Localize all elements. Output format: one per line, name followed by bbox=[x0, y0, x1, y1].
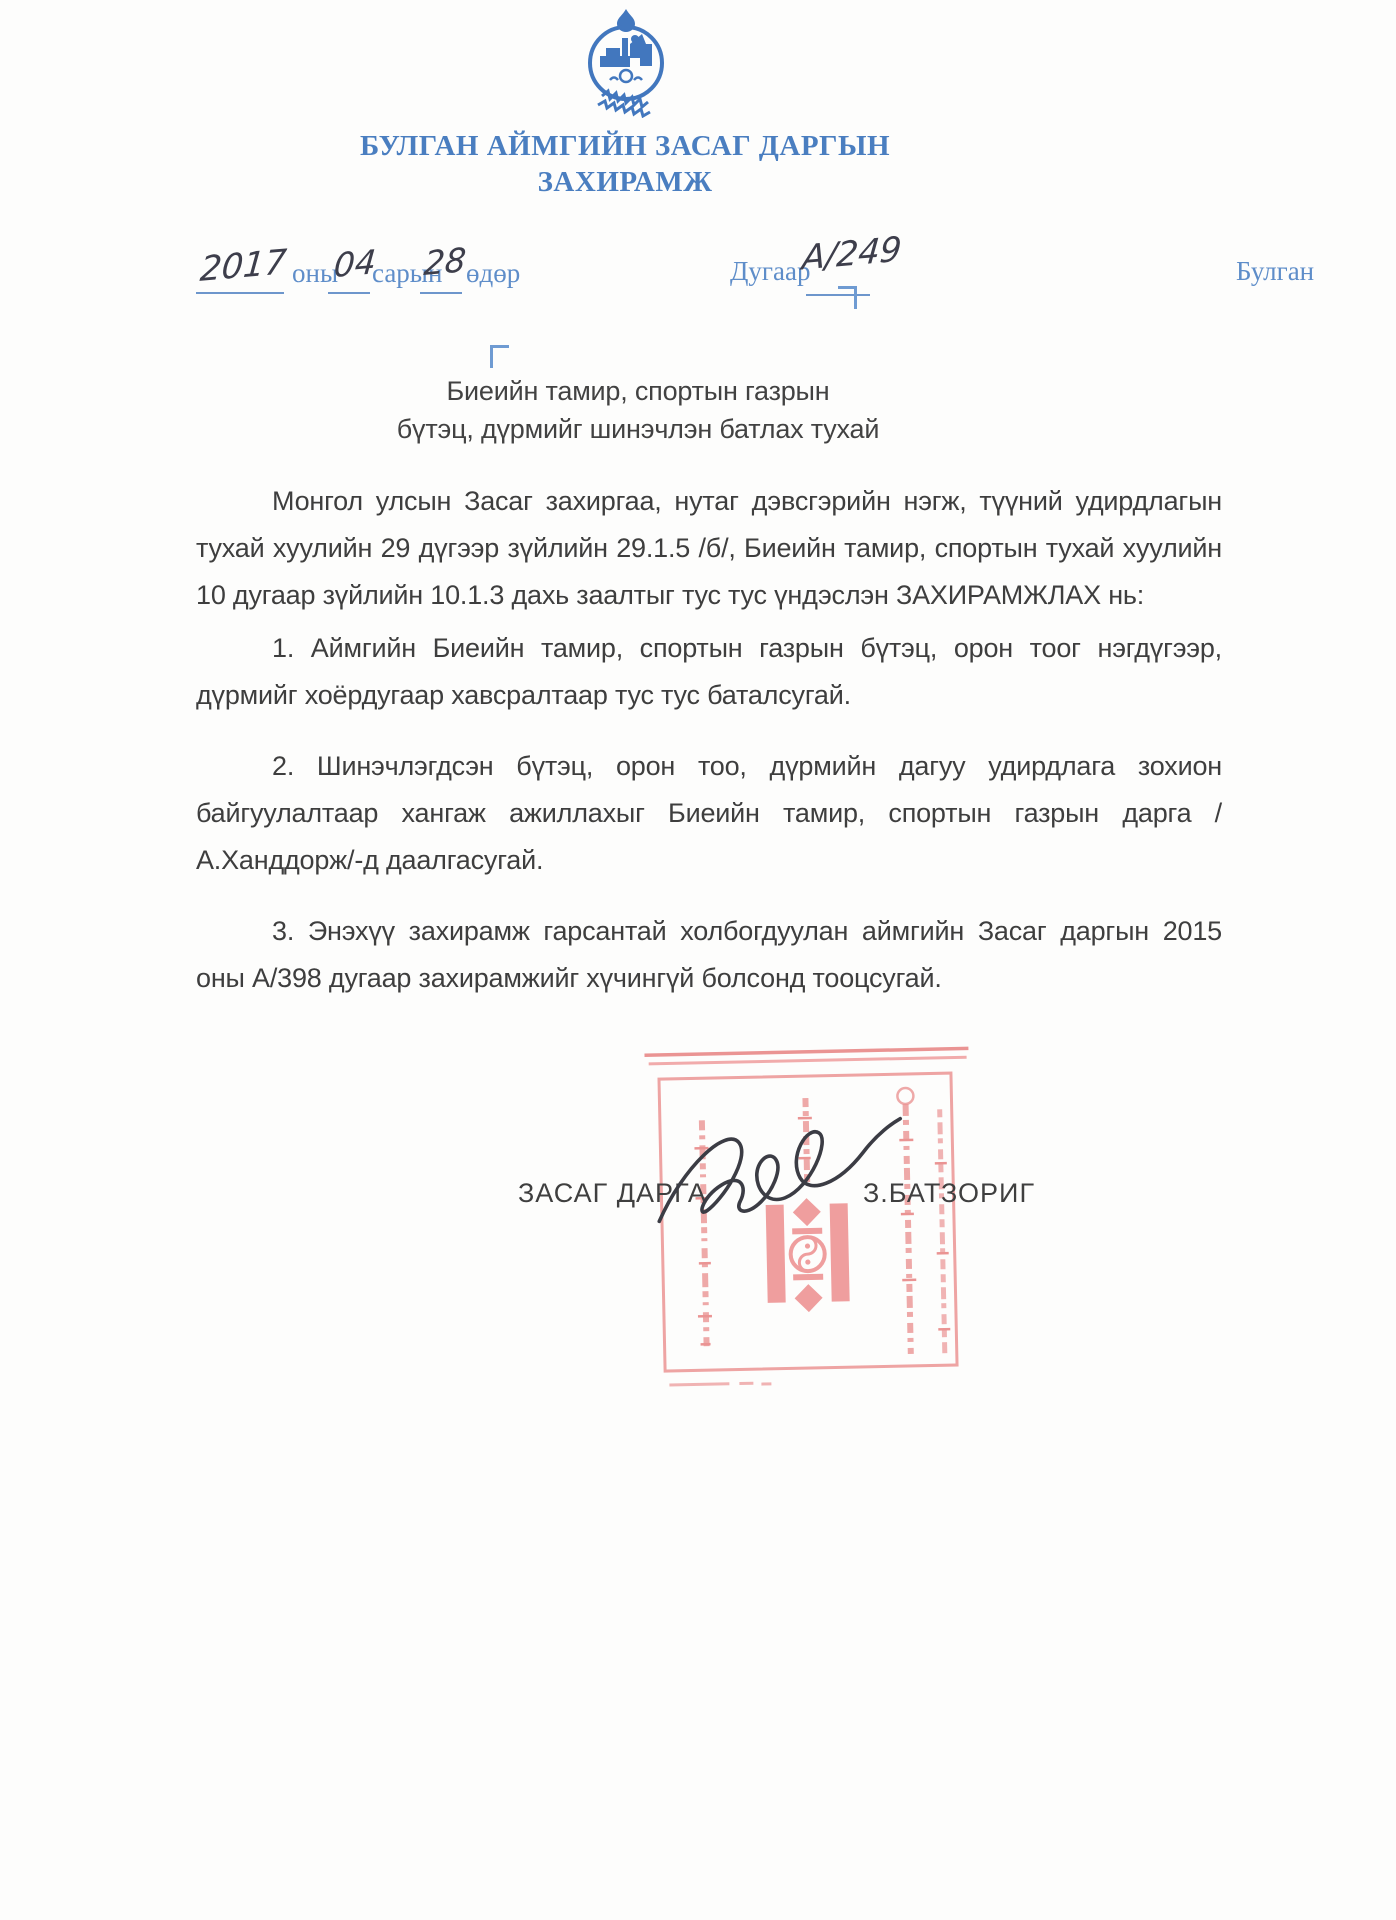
paragraph-preamble: Монгол улсын Засаг захиргаа, нутаг дэвсгэрийн нэгж, түүний удирдлагын тухай хуулийн 29 дүгээр зүйлийн 29.1.5 /б/, Биеийн тамир, спортын тухай хуулийн 10 дугаар зүйлийн 10.1.3 дахь заалтыг тус тус үндэслэн ЗАХИРАМЖЛАХ нь: bbox=[196, 486, 1222, 610]
org-title-line1: БУЛГАН АЙМГИЙН ЗАСАГ ДАРГЫН bbox=[359, 130, 891, 162]
signer-name: З.БАТЗОРИГ bbox=[863, 1178, 1036, 1208]
date-day-handwritten: 28 bbox=[422, 239, 468, 284]
signer-title: ЗАСАГ ДАРГА bbox=[518, 1178, 707, 1208]
decree-body bbox=[196, 478, 1222, 1002]
date-month-label: сарын bbox=[372, 258, 443, 288]
org-title-line2: ЗАХИРАМЖ bbox=[537, 166, 713, 198]
corner-bracket-left-icon bbox=[490, 345, 509, 368]
day-underline bbox=[420, 292, 462, 294]
subject-title bbox=[388, 372, 888, 448]
paragraph-2: 2. Шинэчлэгдсэн бүтэц, орон тоо, дүрмийн дагуу удирдлага зохион байгуулалтаар хангаж ажиллахыг Биеийн тамир, спортын газрын дарга /А.Ханддорж/-д даалгасугай. bbox=[196, 751, 1222, 875]
location-label: Булган bbox=[1236, 256, 1315, 286]
year-underline bbox=[196, 292, 284, 294]
paragraph-3: 3. Энэхүү захирамж гарсантай холбогдуулан аймгийн Засаг даргын 2015 оны А/398 дугаар захирамжийг хүчингүй болсонд тооцсугай. bbox=[196, 916, 1222, 993]
corner-bracket-right-icon bbox=[838, 286, 857, 309]
subject-line2: бүтэц, дүрмийг шинэчлэн батлах тухай bbox=[396, 414, 880, 444]
date-year-label: оны bbox=[292, 258, 339, 288]
mongolia-soyombo-emblem-icon bbox=[576, 8, 676, 118]
subject-line1: Биеийн тамир, спортын газрын bbox=[446, 376, 830, 406]
handwritten-signature-icon bbox=[642, 1108, 918, 1242]
date-day-label: өдөр bbox=[466, 258, 521, 288]
number-label: Дугаар bbox=[730, 256, 811, 286]
date-year-handwritten: 2017 bbox=[198, 241, 289, 291]
month-underline bbox=[328, 292, 370, 294]
paragraph-1: 1. Аймгийн Биеийн тамир, спортын газрын бүтэц, орон тоог нэгдүгээр, дүрмийг хоёрдугаар хавсралтаар тус тус баталсугай. bbox=[196, 633, 1222, 710]
org-title bbox=[0, 128, 1250, 200]
date-month-handwritten: 04 bbox=[332, 241, 378, 286]
number-handwritten: А/249 bbox=[800, 229, 904, 279]
